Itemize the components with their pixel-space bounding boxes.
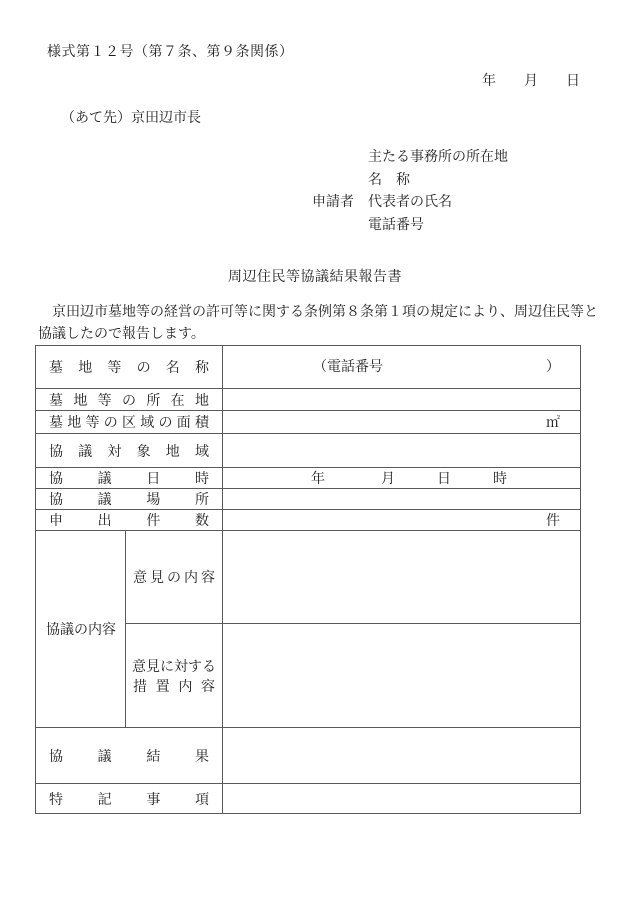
measure-label-line2: 措置内容 [133,678,215,695]
row-datetime [36,468,581,489]
report-table [35,345,581,814]
name-label: 墓地等の名称 [49,360,209,376]
applicant-block [368,146,508,236]
region-label: 協議対象地域 [49,443,209,460]
measure-label-line1: 意見に対する [132,658,216,675]
cell-datetime-label [36,468,223,489]
cell-count-label [36,510,223,531]
row-area [36,411,581,434]
cell-area-label [36,411,223,434]
applicant-phone: 電話番号 [368,216,424,233]
row-opinion [36,531,581,624]
row-region [36,434,581,468]
cell-content-label [36,531,126,728]
body-line-1: 京田辺市墓地等の経営の許可等に関する条例第８条第１項の規定により、周辺住民等と [38,304,598,320]
cell-count-value [223,510,581,531]
applicant-representative: 代表者の氏名 [368,194,452,210]
phone-line [223,356,580,379]
datetime-placeholders: 年 月 日 時 [311,471,507,487]
cell-area-value [223,411,581,434]
cell-place-label [36,489,223,510]
cell-notes-label [36,784,223,814]
cell-opinion-value [223,531,581,624]
body-paragraph [38,301,598,345]
location-label: 墓地等の所在地 [49,392,209,409]
cell-region-value [223,434,581,468]
cell-location-label [36,389,223,411]
applicant-name: 名 称 [368,171,410,188]
count-unit: 件 [546,513,560,529]
opinion-label: 意見の内容 [133,570,215,586]
row-notes [36,784,581,814]
addressee: （あて先）京田辺市長 [61,110,201,126]
row-result [36,728,581,784]
row-location [36,389,581,411]
date-line: 年 月 日 [482,73,580,89]
cell-opinion-label [126,531,223,624]
applicant-label: 申請者 [312,194,354,210]
phone-prefix: （電話番号 [313,358,383,375]
area-unit: ㎡ [546,415,560,431]
row-place [36,489,581,510]
body-line-2: 協議したので報告します。 [38,326,205,342]
cell-region-label [36,434,223,468]
cell-datetime-value [223,468,581,489]
cell-notes-value [223,784,581,814]
cell-place-value [223,489,581,510]
cell-name-value [223,346,581,389]
cell-name-label [36,346,223,389]
document-title: 周辺住民等協議結果報告書 [228,269,402,285]
cell-measure-value [223,624,581,728]
area-label: 墓地等の区域の面積 [49,415,209,431]
datetime-label: 協議日時 [49,471,209,487]
notes-label: 特記事項 [49,791,209,808]
place-label: 協議場所 [49,492,209,508]
content-label: 協議の内容 [46,622,116,638]
applicant-office-address: 主たる事務所の所在地 [368,149,508,165]
form-number: 様式第１２号（第７条、第９条関係） [47,44,294,60]
row-name [36,346,581,389]
phone-suffix: ） [546,358,560,375]
cell-result-value [223,728,581,784]
result-label: 協議結果 [49,748,209,765]
cell-measure-label [126,624,223,728]
count-label: 申出件数 [49,513,209,529]
cell-location-value [223,389,581,411]
cell-result-label [36,728,223,784]
row-count [36,510,581,531]
